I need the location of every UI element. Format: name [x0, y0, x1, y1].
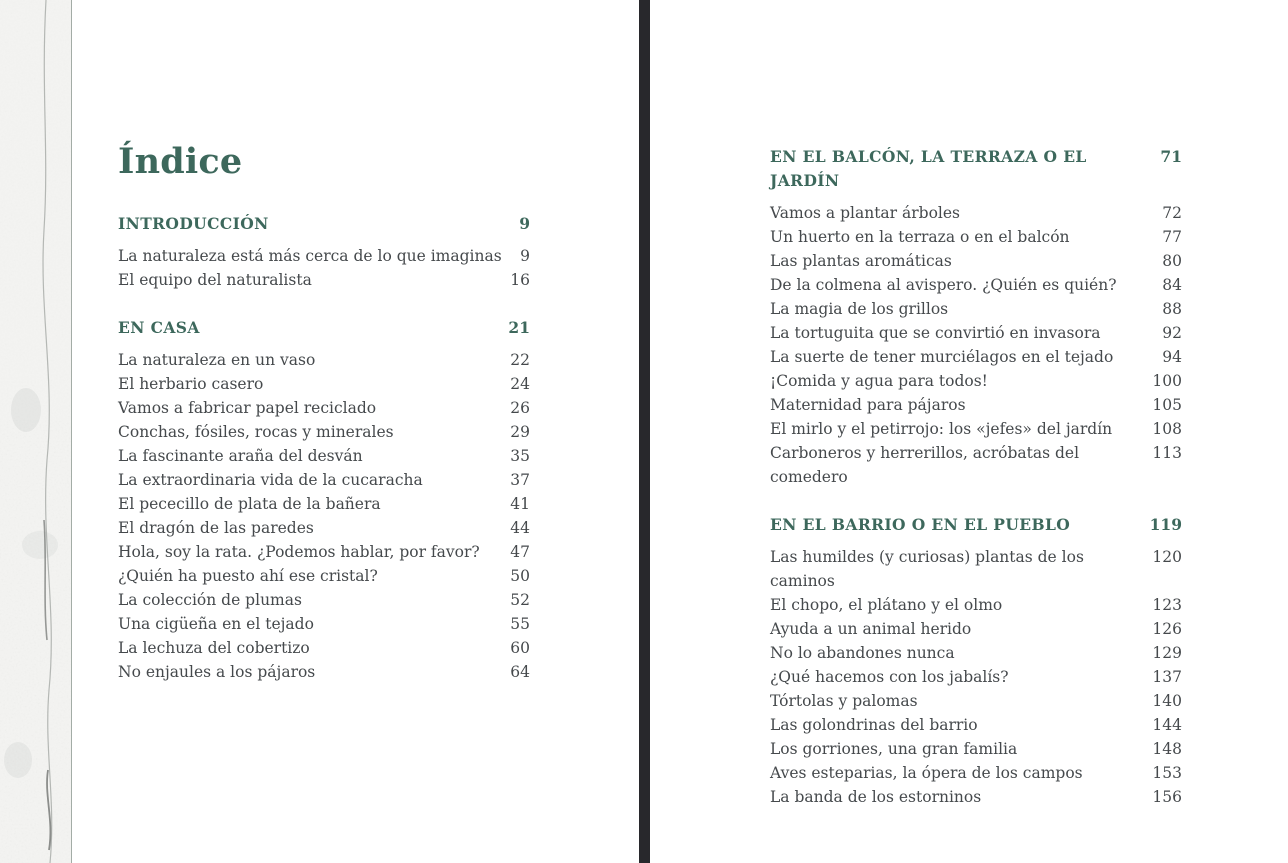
section-heading: EN EL BARRIO O EN EL PUEBLO — [770, 515, 1071, 534]
toc-entry — [770, 545, 1182, 593]
toc-entry-title: Una cigüeña en el tejado — [118, 615, 314, 633]
toc-entry-title: El pececillo de plata de la bañera — [118, 495, 381, 513]
toc-entry — [770, 225, 1182, 249]
toc-entry — [118, 612, 530, 636]
toc-entry-page-number: 140 — [1152, 692, 1182, 710]
toc-entry — [770, 345, 1182, 369]
toc-entry-title: El equipo del naturalista — [118, 271, 312, 289]
toc-entry-title: Las humildes (y curiosas) plantas de los caminos — [770, 548, 1084, 590]
toc-entry-page-number: 80 — [1162, 252, 1182, 270]
toc-entry-page-number: 108 — [1152, 420, 1182, 438]
toc-entry — [118, 420, 530, 444]
toc-entry — [770, 441, 1182, 489]
toc-entry-page-number: 156 — [1152, 788, 1182, 806]
toc-entry — [118, 540, 530, 564]
toc-entry-page-number: 37 — [510, 471, 530, 489]
toc-entry-title: Ayuda a un animal herido — [770, 620, 972, 638]
section-page-number: 21 — [508, 318, 530, 337]
toc-entry-page-number: 144 — [1152, 716, 1182, 734]
toc-entry-title: La lechuza del cobertizo — [118, 639, 310, 657]
toc-entry — [770, 641, 1182, 665]
toc-entry-page-number: 88 — [1162, 300, 1182, 318]
toc-entry — [118, 372, 530, 396]
toc-entry — [770, 417, 1182, 441]
toc-entry-title: ¡Comida y agua para todos! — [770, 372, 988, 390]
toc-entry-page-number: 84 — [1162, 276, 1182, 294]
toc-entry-title: Aves esteparias, la ópera de los campos — [770, 764, 1083, 782]
section-heading-row — [118, 212, 530, 236]
toc-entry-title: Maternidad para pájaros — [770, 396, 966, 414]
toc-entry — [770, 785, 1182, 809]
section-heading-row — [770, 145, 1182, 193]
toc-entry-page-number: 94 — [1162, 348, 1182, 366]
toc-entry-page-number: 47 — [510, 543, 530, 561]
toc-section — [770, 513, 1182, 809]
toc-entry-title: Carboneros y herrerillos, acróbatas del comedero — [770, 444, 1080, 486]
right-page — [650, 0, 1288, 863]
toc-entry-title: La tortuguita que se convirtió en invasora — [770, 324, 1101, 342]
book-spine-divider — [639, 0, 650, 863]
toc-entry — [118, 564, 530, 588]
section-heading-row — [118, 316, 530, 340]
toc-entry — [118, 660, 530, 684]
toc-entry-page-number: 41 — [510, 495, 530, 513]
toc-entry-page-number: 64 — [510, 663, 530, 681]
toc-entry — [770, 665, 1182, 689]
toc-entry-title: Los gorriones, una gran familia — [770, 740, 1018, 758]
toc-entry-title: La extraordinaria vida de la cucaracha — [118, 471, 423, 489]
right-page-content — [770, 0, 1182, 809]
toc-entry-page-number: 26 — [510, 399, 530, 417]
toc-entry-page-number: 24 — [510, 375, 530, 393]
left-page-content — [118, 0, 530, 684]
toc-entry-page-number: 148 — [1152, 740, 1182, 758]
toc-entry-title: No lo abandones nunca — [770, 644, 955, 662]
toc-section — [118, 316, 530, 684]
toc-entry-title: Vamos a plantar árboles — [770, 204, 960, 222]
toc-entry-title: De la colmena al avispero. ¿Quién es quién? — [770, 276, 1117, 294]
section-heading: INTRODUCCIÓN — [118, 214, 269, 233]
toc-entry-title: ¿Qué hacemos con los jabalís? — [770, 668, 1009, 686]
toc-entry — [770, 201, 1182, 225]
toc-entry-page-number: 105 — [1152, 396, 1182, 414]
toc-entry-title: El dragón de las paredes — [118, 519, 314, 537]
toc-entry-page-number: 126 — [1152, 620, 1182, 638]
toc-entry-title: Conchas, fósiles, rocas y minerales — [118, 423, 394, 441]
toc-entry — [118, 468, 530, 492]
toc-entry — [770, 273, 1182, 297]
toc-entry-page-number: 129 — [1152, 644, 1182, 662]
toc-entry-title: La fascinante araña del desván — [118, 447, 363, 465]
toc-entry — [118, 396, 530, 420]
toc-entry — [118, 636, 530, 660]
toc-entry — [118, 268, 530, 292]
toc-entry — [770, 713, 1182, 737]
toc-entry-title: Vamos a fabricar papel reciclado — [118, 399, 377, 417]
toc-entry-page-number: 50 — [510, 567, 530, 585]
toc-entry-page-number: 44 — [510, 519, 530, 537]
toc-entry-title: La colección de plumas — [118, 591, 302, 609]
toc-section — [118, 212, 530, 292]
toc-entry-title: El chopo, el plátano y el olmo — [770, 596, 1003, 614]
section-heading-row — [770, 513, 1182, 537]
section-page-number: 9 — [519, 214, 530, 233]
toc-entry-page-number: 113 — [1152, 444, 1182, 462]
toc-entry-page-number: 77 — [1162, 228, 1182, 246]
toc-entry-page-number: 100 — [1152, 372, 1182, 390]
toc-entry — [118, 244, 530, 268]
toc-entry — [770, 689, 1182, 713]
toc-entry — [118, 348, 530, 372]
toc-entry — [770, 321, 1182, 345]
toc-entry-page-number: 72 — [1162, 204, 1182, 222]
toc-entry-page-number: 29 — [510, 423, 530, 441]
toc-entry-page-number: 123 — [1152, 596, 1182, 614]
right-toc — [770, 145, 1182, 809]
page-edge-texture — [0, 0, 72, 863]
toc-entry-title: ¿Quién ha puesto ahí ese cristal? — [118, 567, 378, 585]
section-entries — [770, 545, 1182, 809]
toc-entry-page-number: 153 — [1152, 764, 1182, 782]
toc-entry — [118, 492, 530, 516]
toc-entry-title: Hola, soy la rata. ¿Podemos hablar, por favor? — [118, 543, 480, 561]
toc-entry-title: La banda de los estorninos — [770, 788, 982, 806]
toc-entry — [770, 249, 1182, 273]
toc-entry-page-number: 55 — [510, 615, 530, 633]
toc-entry — [770, 593, 1182, 617]
section-page-number: 119 — [1149, 515, 1182, 534]
section-heading: EN EL BALCÓN, LA TERRAZA O EL JARDÍN — [770, 147, 1087, 190]
section-page-number: 71 — [1160, 147, 1182, 166]
toc-entry — [118, 588, 530, 612]
toc-entry — [770, 761, 1182, 785]
toc-entry-page-number: 9 — [520, 247, 530, 265]
toc-entry — [118, 444, 530, 468]
section-heading: EN CASA — [118, 318, 200, 337]
toc-entry — [770, 369, 1182, 393]
toc-entry — [770, 617, 1182, 641]
toc-section — [770, 145, 1182, 489]
toc-entry-page-number: 16 — [510, 271, 530, 289]
section-entries — [118, 348, 530, 684]
toc-entry — [770, 393, 1182, 417]
toc-entry — [770, 737, 1182, 761]
toc-entry-page-number: 22 — [510, 351, 530, 369]
toc-entry-title: Un huerto en la terraza o en el balcón — [770, 228, 1070, 246]
toc-entry-title: La naturaleza en un vaso — [118, 351, 316, 369]
toc-entry-title: Las golondrinas del barrio — [770, 716, 978, 734]
toc-entry-title: Las plantas aromáticas — [770, 252, 952, 270]
left-page — [72, 0, 639, 863]
section-entries — [770, 201, 1182, 489]
toc-entry-title: Tórtolas y palomas — [770, 692, 918, 710]
toc-entry-title: La suerte de tener murciélagos en el tejado — [770, 348, 1114, 366]
toc-entry-title: El herbario casero — [118, 375, 264, 393]
toc-entry-page-number: 120 — [1152, 548, 1182, 566]
index-title: Índice — [118, 141, 243, 182]
toc-entry-page-number: 92 — [1162, 324, 1182, 342]
toc-entry-page-number: 60 — [510, 639, 530, 657]
section-entries — [118, 244, 530, 292]
toc-entry — [118, 516, 530, 540]
toc-entry-page-number: 137 — [1152, 668, 1182, 686]
toc-entry-title: No enjaules a los pájaros — [118, 663, 316, 681]
concrete-texture-graphic — [0, 0, 71, 863]
toc-entry-title: El mirlo y el petirrojo: los «jefes» del jardín — [770, 420, 1113, 438]
toc-entry — [770, 297, 1182, 321]
left-toc — [118, 212, 530, 684]
toc-entry-page-number: 52 — [510, 591, 530, 609]
toc-entry-page-number: 35 — [510, 447, 530, 465]
toc-entry-title: La naturaleza está más cerca de lo que imaginas — [118, 247, 502, 265]
toc-entry-title: La magia de los grillos — [770, 300, 949, 318]
